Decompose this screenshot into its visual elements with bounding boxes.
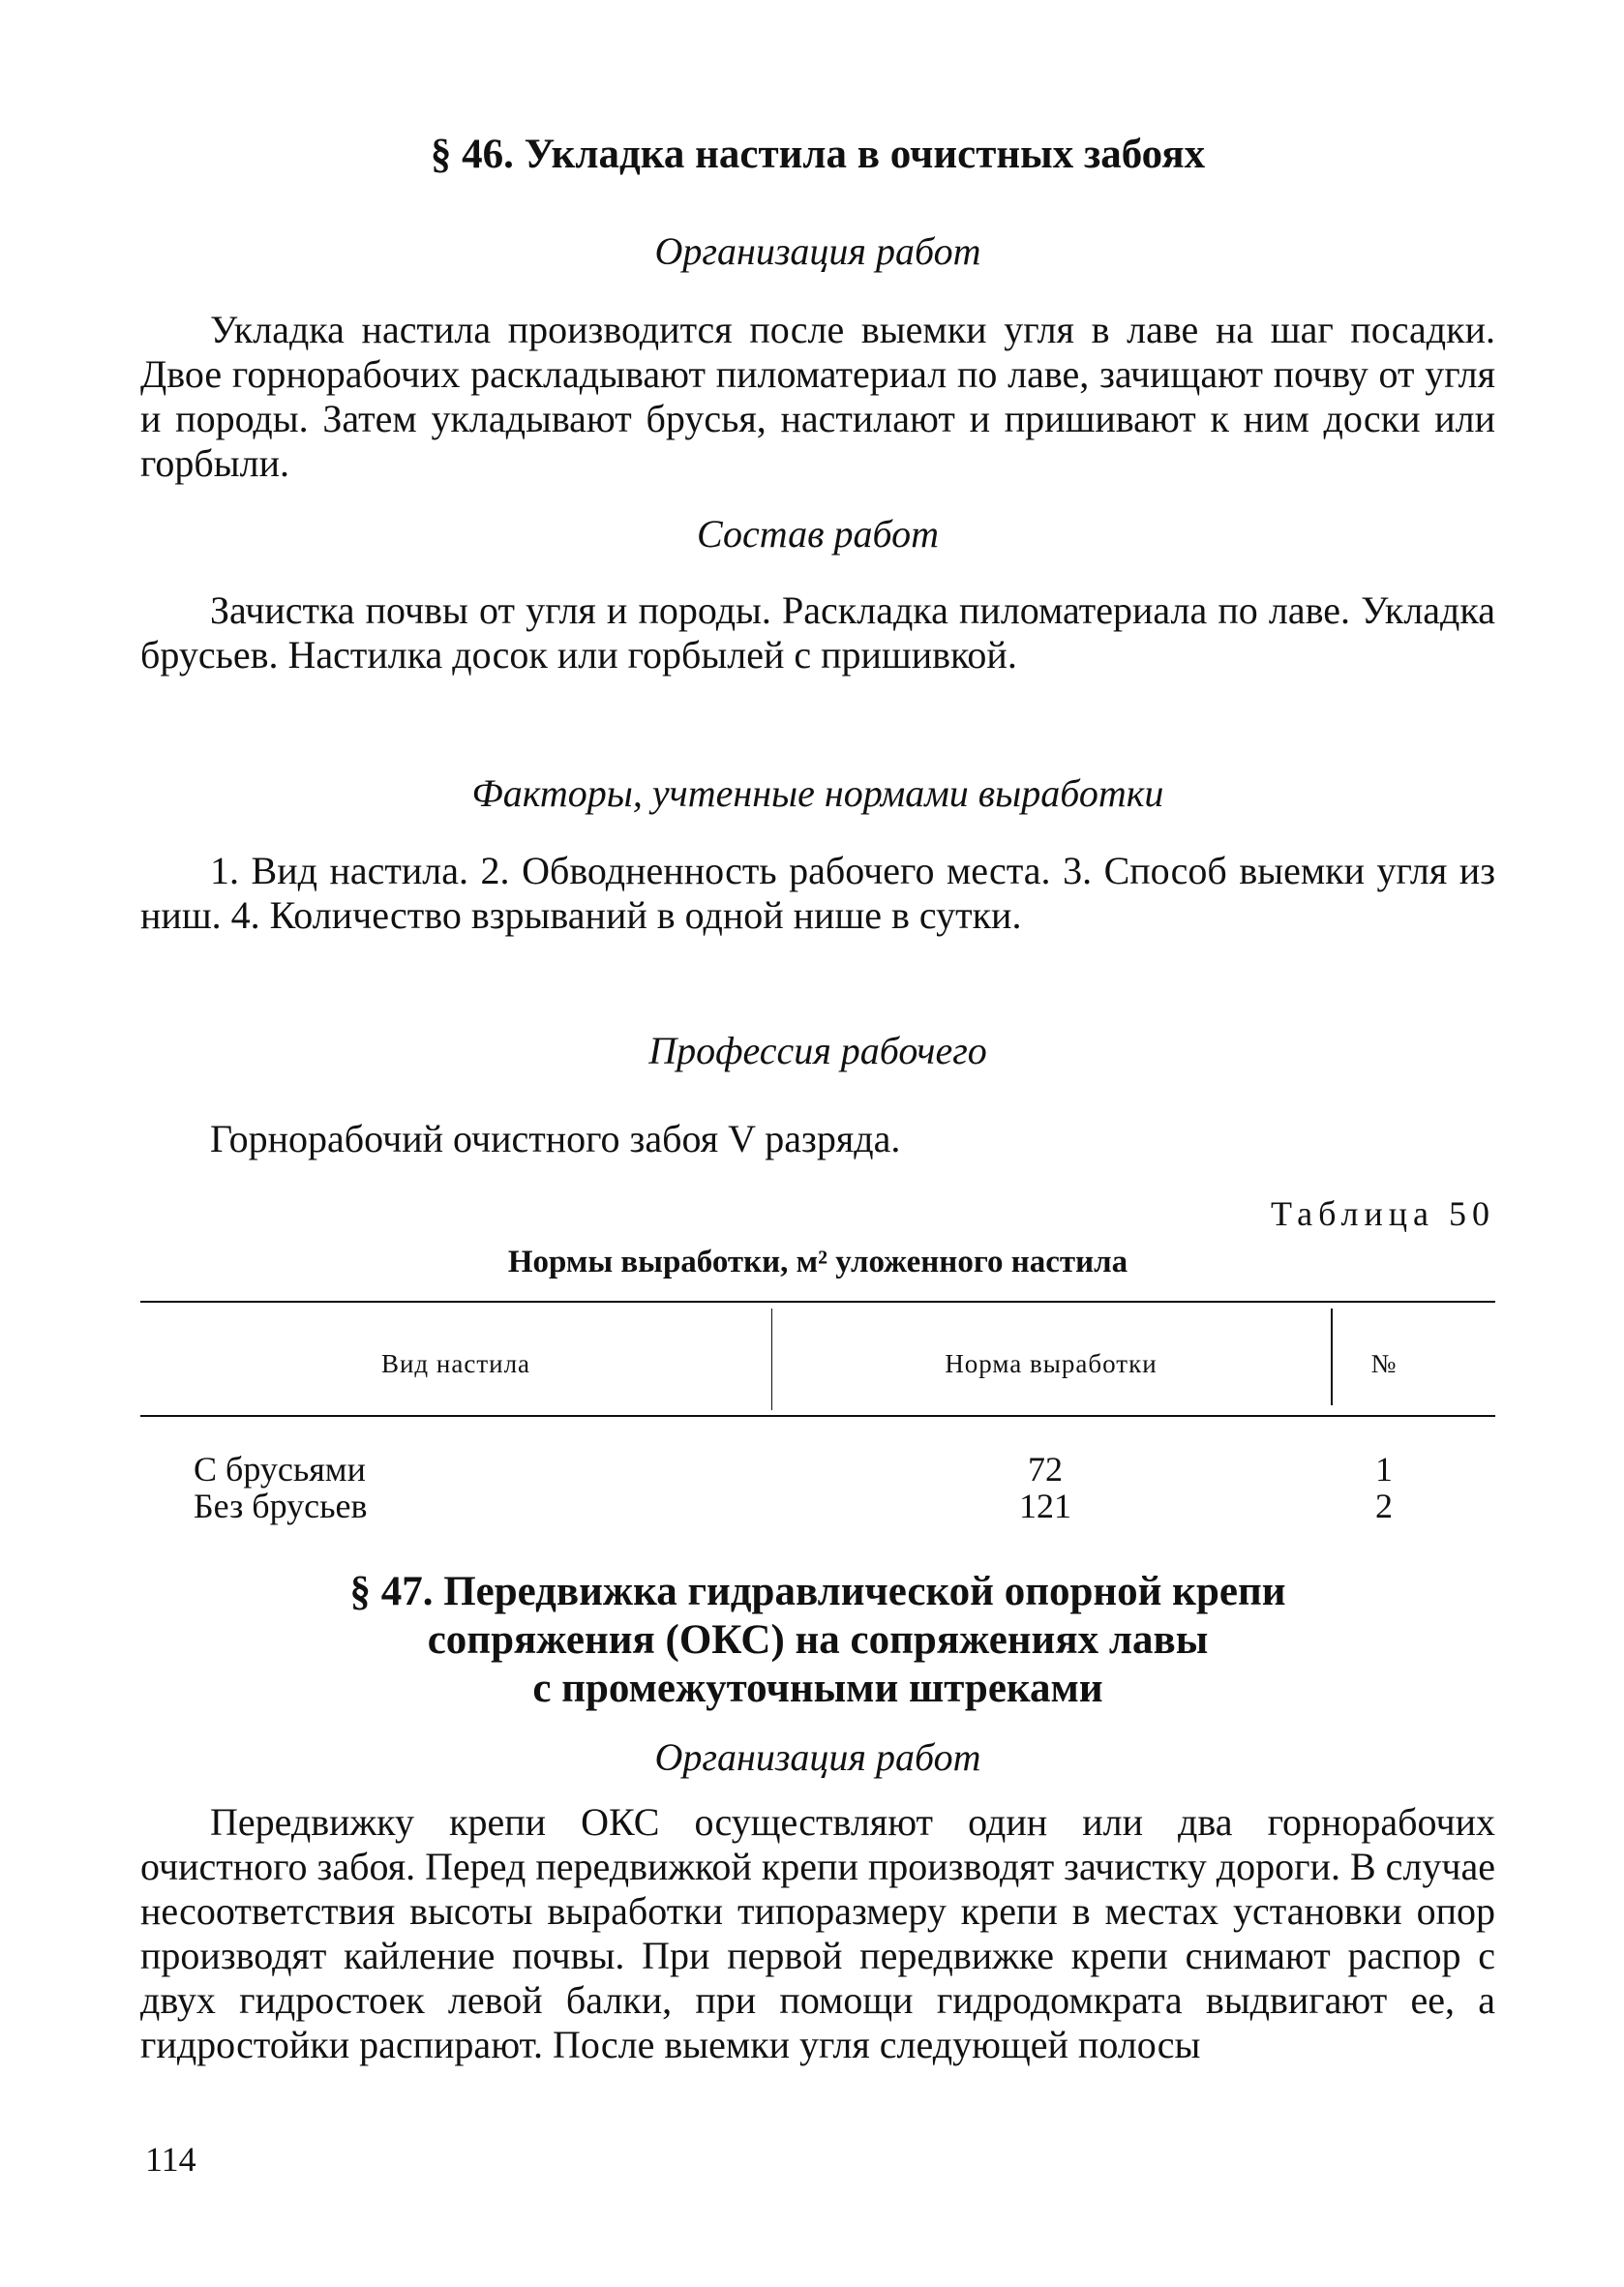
section-46-profession-text: Горнорабочий очистного забоя V разряда.	[210, 1117, 901, 1160]
table-row-2-number: 2	[1375, 1487, 1393, 1525]
table-top-rule	[140, 1301, 1495, 1303]
section-46-factors-heading: Факторы, учтенные нормами выработки	[471, 771, 1164, 815]
section-46-composition-text: Зачистка почвы от угля и породы. Раскладка пиломатериала по лаве. Укладка брусьев. Настилка досок или горбылей с пришивкой.	[140, 588, 1495, 677]
page-number: 114	[145, 2140, 196, 2179]
table-row-2-type: Без брусьев	[194, 1487, 368, 1525]
table-header-type: Вид настила	[380, 1349, 531, 1378]
table-50-title: Нормы выработки, м² уложенного настила	[507, 1245, 1128, 1279]
section-47-title-line-2: сопряжения (ОКС) на сопряжениях лавы	[427, 1617, 1209, 1663]
table-row-1-type: С брусьями	[194, 1450, 366, 1489]
section-46-factors-text: 1. Вид настила. 2. Обводненность рабочего места. 3. Способ выемки угля из ниш. 4. Количество взрываний в одной нише в сутки.	[140, 849, 1495, 937]
table-row-1-number: 1	[1375, 1450, 1393, 1489]
section-46-profession-heading: Профессия рабочего	[648, 1029, 987, 1072]
section-46-organization-heading: Организация работ	[654, 229, 981, 273]
table-row-2-norm: 121	[1019, 1487, 1071, 1525]
section-46-composition-heading: Состав работ	[697, 512, 939, 556]
table-header-number: №	[1370, 1349, 1398, 1378]
table-header-bottom-rule	[140, 1415, 1495, 1417]
section-47-organization-heading: Организация работ	[654, 1735, 981, 1779]
section-46-title: § 46. Укладка настила в очистных забоях	[430, 132, 1206, 177]
section-47-title-line-1: § 47. Передвижка гидравлической опорной крепи	[349, 1569, 1286, 1614]
section-47-title-line-3: с промежуточными штреками	[532, 1666, 1103, 1711]
table-header-norm: Норма выработки	[945, 1349, 1158, 1378]
table-row-1-norm: 72	[1028, 1450, 1063, 1489]
section-46-organization-text: Укладка настила производится после выемки угля в лаве на шаг посадки. Двое горнорабочих раскладывают пиломатериал по лаве, зачищают почву от угля и породы. Затем укладывают брусья, настилают и пришивают к ним доски или горбыли.	[140, 308, 1495, 485]
section-47-organization-text: Передвижку крепи ОКС осуществляют один или два горнорабочих очистного забоя. Перед передвижкой крепи производят зачистку дороги. В случае несоответствия высоты выработки типоразмеру крепи в местах установки опор производят кайление почвы. При первой передвижке крепи снимают распор с двух гидростоек левой балки, при помощи гидродомкрата выдвигают ее, а гидростойки распирают. После выемки угля следующей полосы	[140, 1800, 1495, 2066]
table-50-caption: Таблица 50	[1271, 1194, 1495, 1233]
